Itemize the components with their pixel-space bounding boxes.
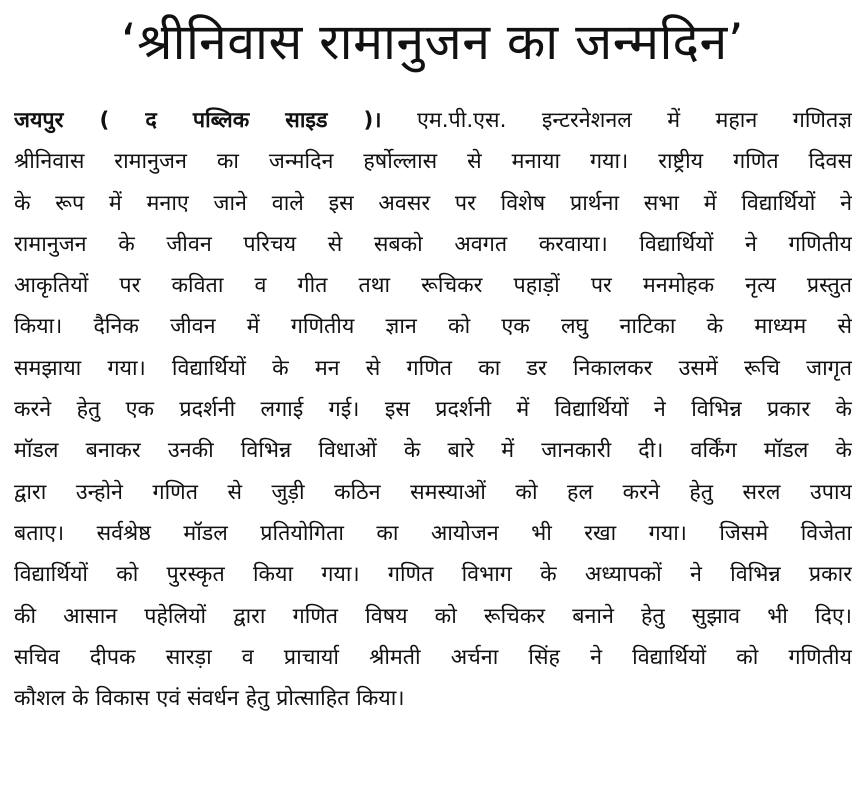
- article-line: आकृतियों पर कविता व गीत तथा रूचिकर पहाड़ों पर मनमोहक नृत्य प्रस्तुत: [14, 273, 852, 299]
- article-line-text: एम.पी.एस. इन्टरनेशनल में महान गणितज्ञ: [416, 108, 852, 133]
- article-headline: ‘श्रीनिवास रामानुजन का जन्मदिन’: [120, 13, 745, 71]
- article-line: [14, 100, 852, 141]
- article-line: मॉडल बनाकर उनकी विभिन्न विधाओं के बारे में जानकारी दी। वर्किंग मॉडल के: [14, 438, 852, 464]
- article-line: श्रीनिवास रामानुजन का जन्मदिन हर्षोल्लास से मनाया गया। राष्ट्रीय गणित दिवस: [14, 149, 852, 175]
- article-line: की आसान पहेलियों द्वारा गणित विषय को रूचिकर बनाने हेतु सुझाव भी दिए।: [14, 603, 852, 629]
- article-line: सचिव दीपक सारड़ा व प्राचार्या श्रीमती अर्चना सिंह ने विद्यार्थियों को गणितीय: [14, 644, 852, 670]
- article-line: करने हेतु एक प्रदर्शनी लगाई गई। इस प्रदर्शनी में विद्यार्थियों ने विभिन्न प्रकार के: [14, 397, 852, 423]
- article-line: के रूप में मनाए जाने वाले इस अवसर पर विशेष प्रार्थना सभा में विद्यार्थियों ने: [14, 190, 852, 216]
- article-dateline: जयपुर ( द पब्लिक साइड )।: [14, 108, 382, 133]
- article-line: किया। दैनिक जीवन में गणितीय ज्ञान को एक लघु नाटिका के माध्यम से: [14, 314, 852, 340]
- article-line: रामानुजन के जीवन परिचय से सबको अवगत करवाया। विद्यार्थियों ने गणितीय: [14, 231, 852, 257]
- article-line: विद्यार्थियों को पुरस्कृत किया गया। गणित विभाग के अध्यापकों ने विभिन्न प्रकार: [14, 562, 852, 588]
- article-line: कौशल के विकास एवं संवर्धन हेतु प्रोत्साहित किया।: [14, 686, 405, 712]
- article-body: [14, 100, 852, 719]
- article-line: बताए। सर्वश्रेष्ठ मॉडल प्रतियोगिता का आयोजन भी रखा गया। जिसमे विजेता: [14, 520, 852, 546]
- article-line: द्वारा उन्होने गणित से जुड़ी कठिन समस्याओं को हल करने हेतु सरल उपाय: [14, 479, 852, 505]
- article-line: समझाया गया। विद्यार्थियों के मन से गणित का डर निकालकर उसमें रूचि जागृत: [14, 355, 852, 381]
